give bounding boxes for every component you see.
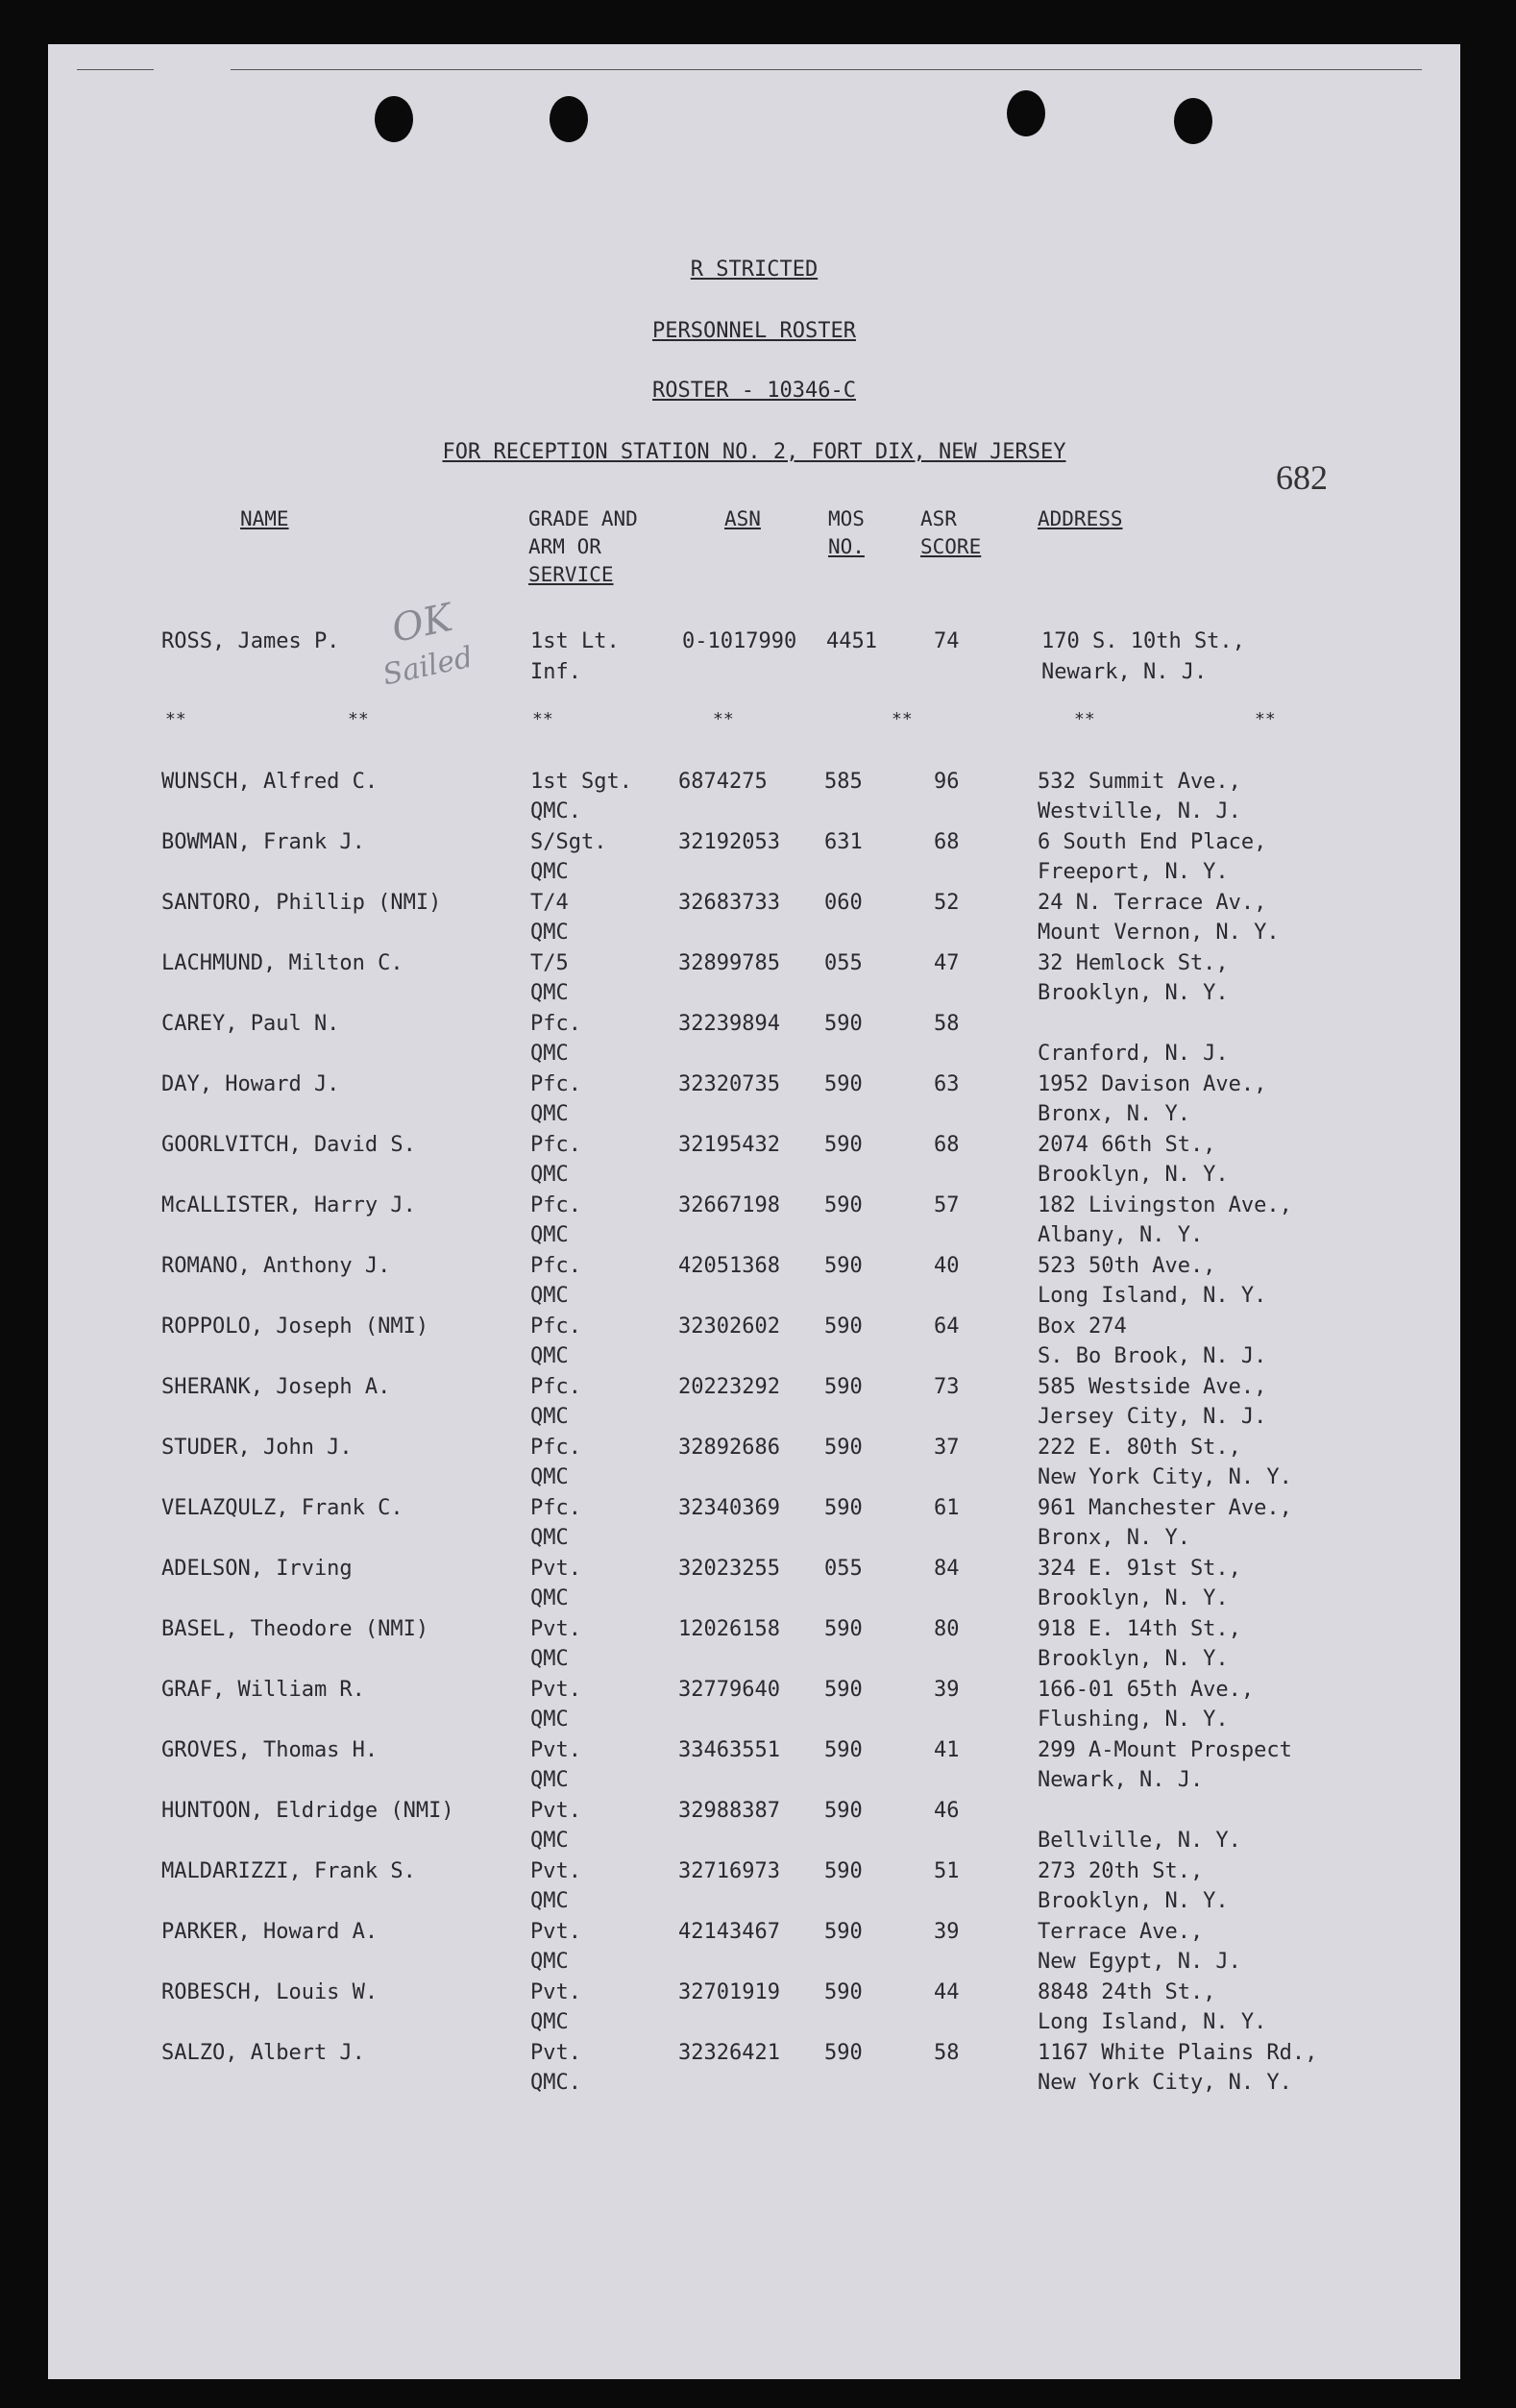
row-address-line1: 961 Manchester Ave., [1038,1496,1292,1520]
row-score: 44 [934,1980,960,2004]
row-mos: 590 [824,1678,863,1702]
row-service: QMC [530,1526,569,1550]
row-name: GOORLVITCH, David S. [161,1133,416,1157]
row-name: WUNSCH, Alfred C. [161,770,379,794]
row-service: QMC [530,1223,569,1247]
row-address-line2: New York City, N. Y. [1038,1465,1292,1489]
row-score: 58 [934,2041,960,2065]
separator-mark: ** [1074,709,1095,729]
row-service: QMC [530,1163,569,1187]
row-mos: 590 [824,1254,863,1278]
row-service: QMC [530,1829,569,1853]
row-grade: Pvt. [530,1980,581,2004]
row-name: SHERANK, Joseph A. [161,1375,391,1399]
separator-mark: ** [165,709,186,729]
row-address-line1: 8848 24th St., [1038,1980,1216,2004]
row-asn: 32302602 [678,1315,780,1339]
row-mos: 590 [824,1193,863,1217]
row-name: PARKER, Howard A. [161,1920,379,1944]
officer-score: 74 [934,629,960,653]
row-score: 84 [934,1557,960,1581]
row-grade: Pfc. [530,1012,581,1036]
column-header-address: ADDRESS [1038,507,1123,530]
row-grade: Pvt. [530,2041,581,2065]
separator-mark: ** [532,709,553,729]
roster-page [48,44,1460,2379]
row-grade: Pvt. [530,1799,581,1823]
row-address-line2: Bronx, N. Y. [1038,1526,1190,1550]
row-address-line1: 182 Livingston Ave., [1038,1193,1292,1217]
row-mos: 585 [824,770,863,794]
row-address-line1: 523 50th Ave., [1038,1254,1216,1278]
row-name: GROVES, Thomas H. [161,1738,379,1762]
row-address-line2: S. Bo Brook, N. J. [1038,1344,1267,1368]
punch-hole [375,96,413,142]
row-score: 96 [934,770,960,794]
row-score: 63 [934,1072,960,1096]
row-address-line1: 299 A-Mount Prospect [1038,1738,1292,1762]
row-name: SALZO, Albert J. [161,2041,365,2065]
row-service: QMC [530,1950,569,1974]
row-mos: 590 [824,1738,863,1762]
row-grade: Pfc. [530,1315,581,1339]
row-mos: 590 [824,1012,863,1036]
row-asn: 32892686 [678,1436,780,1460]
row-name: VELAZQULZ, Frank C. [161,1496,403,1520]
row-mos: 590 [824,1375,863,1399]
row-grade: S/Sgt. [530,830,607,854]
row-mos: 590 [824,1072,863,1096]
row-address-line1: 585 Westside Ave., [1038,1375,1267,1399]
row-mos: 060 [824,891,863,915]
row-grade: Pvt. [530,1617,581,1641]
row-asn: 32683733 [678,891,780,915]
row-service: QMC [530,1284,569,1308]
officer-address-line1: 170 S. 10th St., [1041,629,1245,653]
officer-address-line2: Newark, N. J. [1041,660,1208,684]
row-grade: T/4 [530,891,569,915]
row-address-line1: 1167 White Plains Rd., [1038,2041,1318,2065]
row-name: DAY, Howard J. [161,1072,340,1096]
row-address-line1: 273 20th St., [1038,1859,1204,1883]
row-service: QMC [530,1647,569,1671]
row-service: QMC [530,1465,569,1489]
row-score: 37 [934,1436,960,1460]
row-address-line2: Brooklyn, N. Y. [1038,1586,1229,1610]
officer-service: Inf. [530,660,581,684]
row-service: QMC [530,1768,569,1792]
row-mos: 590 [824,1859,863,1883]
row-mos: 590 [824,1133,863,1157]
row-asn: 32340369 [678,1496,780,1520]
row-score: 52 [934,891,960,915]
row-score: 80 [934,1617,960,1641]
row-address-line2: Westville, N. J. [1038,799,1241,823]
row-mos: 590 [824,1315,863,1339]
separator-mark: ** [348,709,369,729]
row-address-line2: New York City, N. Y. [1038,2071,1292,2095]
row-address-line2: Long Island, N. Y. [1038,2010,1267,2034]
top-rule [77,69,154,70]
row-asn: 32326421 [678,2041,780,2065]
row-asn: 42051368 [678,1254,780,1278]
row-address-line1: 6 South End Place, [1038,830,1267,854]
row-asn: 32716973 [678,1859,780,1883]
row-address-line2: Bronx, N. Y. [1038,1102,1190,1126]
row-service: QMC [530,1889,569,1913]
row-address-line1: 24 N. Terrace Av., [1038,891,1267,915]
row-grade: Pvt. [530,1738,581,1762]
row-address-line2: Bellville, N. Y. [1038,1829,1241,1853]
officer-asn: 0-1017990 [682,629,797,653]
row-grade: Pfc. [530,1436,581,1460]
row-score: 46 [934,1799,960,1823]
row-asn: 32192053 [678,830,780,854]
separator-mark: ** [1255,709,1276,729]
row-grade: 1st Sgt. [530,770,632,794]
row-score: 64 [934,1315,960,1339]
row-service: QMC [530,1344,569,1368]
row-address-line1: 166-01 65th Ave., [1038,1678,1255,1702]
row-grade: Pfc. [530,1254,581,1278]
row-address-line1: Box 274 [1038,1315,1127,1339]
row-mos: 590 [824,1496,863,1520]
row-score: 58 [934,1012,960,1036]
row-address-line1: 32 Hemlock St., [1038,951,1229,975]
row-asn: 12026158 [678,1617,780,1641]
column-header-grade: GRADE AND ARM OR SERVICE [528,507,638,586]
row-grade: Pfc. [530,1375,581,1399]
row-grade: Pfc. [530,1072,581,1096]
row-service: QMC [530,1708,569,1732]
column-header-mos: MOS NO. [828,507,865,558]
row-address-line2: Brooklyn, N. Y. [1038,981,1229,1005]
row-asn: 32195432 [678,1133,780,1157]
roster-number: ROSTER - 10346-C [652,379,856,403]
row-service: QMC [530,1405,569,1429]
row-asn: 32320735 [678,1072,780,1096]
row-asn: 32239894 [678,1012,780,1036]
row-score: 40 [934,1254,960,1278]
row-address-line2: Albany, N. Y. [1038,1223,1204,1247]
row-name: LACHMUND, Milton C. [161,951,403,975]
row-address-line2: Cranford, N. J. [1038,1042,1229,1066]
officer-grade: 1st Lt. [530,629,620,653]
row-score: 68 [934,830,960,854]
row-mos: 055 [824,951,863,975]
row-name: McALLISTER, Harry J. [161,1193,416,1217]
row-grade: T/5 [530,951,569,975]
row-address-line1: 222 E. 80th St., [1038,1436,1241,1460]
column-header-asn: ASN [724,507,761,530]
row-name: HUNTOON, Eldridge (NMI) [161,1799,454,1823]
row-name: SANTORO, Phillip (NMI) [161,891,442,915]
row-asn: 42143467 [678,1920,780,1944]
classification: R STRICTED [690,258,819,282]
separator-mark: ** [713,709,734,729]
row-score: 51 [934,1859,960,1883]
row-asn: 32701919 [678,1980,780,2004]
row-address-line2: Brooklyn, N. Y. [1038,1647,1229,1671]
row-name: BOWMAN, Frank J. [161,830,365,854]
row-name: ROMANO, Anthony J. [161,1254,391,1278]
row-asn: 32988387 [678,1799,780,1823]
row-address-line2: Brooklyn, N. Y. [1038,1889,1229,1913]
row-score: 39 [934,1678,960,1702]
row-service: QMC. [530,2071,581,2095]
row-address-line2: Mount Vernon, N. Y. [1038,921,1280,945]
column-header-asr: ASR SCORE [920,507,982,558]
row-score: 68 [934,1133,960,1157]
row-score: 61 [934,1496,960,1520]
officer-name: ROSS, James P. [161,629,340,653]
row-score: 47 [934,951,960,975]
row-grade: Pvt. [530,1557,581,1581]
row-service: QMC [530,860,569,884]
row-service: QMC [530,1586,569,1610]
separator-mark: ** [892,709,913,729]
row-address-line2: Freeport, N. Y. [1038,860,1229,884]
punch-hole [1174,98,1212,144]
row-score: 41 [934,1738,960,1762]
row-name: CAREY, Paul N. [161,1012,340,1036]
page-number: 682 [1276,458,1328,497]
row-address-line2: New Egypt, N. J. [1038,1950,1241,1974]
row-grade: Pvt. [530,1920,581,1944]
row-service: QMC. [530,799,581,823]
document-heading: PERSONNEL ROSTER [652,319,856,343]
row-asn: 32899785 [678,951,780,975]
row-address-line1: 2074 66th St., [1038,1133,1216,1157]
row-mos: 590 [824,1617,863,1641]
station-line: FOR RECEPTION STATION NO. 2, FORT DIX, NEW JERSEY [442,440,1066,464]
row-mos: 590 [824,1980,863,2004]
row-name: MALDARIZZI, Frank S. [161,1859,416,1883]
row-asn: 20223292 [678,1375,780,1399]
row-score: 73 [934,1375,960,1399]
row-name: ROPPOLO, Joseph (NMI) [161,1315,429,1339]
row-mos: 590 [824,1920,863,1944]
row-address-line2: Brooklyn, N. Y. [1038,1163,1229,1187]
handwritten-ok: OK [387,595,456,652]
row-asn: 32023255 [678,1557,780,1581]
row-score: 57 [934,1193,960,1217]
punch-hole [1007,90,1045,136]
row-mos: 590 [824,1436,863,1460]
row-grade: Pfc. [530,1496,581,1520]
row-service: QMC [530,2010,569,2034]
row-name: STUDER, John J. [161,1436,353,1460]
column-header-name: NAME [240,507,289,530]
row-name: BASEL, Theodore (NMI) [161,1617,429,1641]
row-service: QMC [530,921,569,945]
row-address-line2: Newark, N. J. [1038,1768,1204,1792]
row-address-line1: Terrace Ave., [1038,1920,1204,1944]
row-asn: 33463551 [678,1738,780,1762]
row-mos: 590 [824,2041,863,2065]
punch-hole [550,96,588,142]
row-mos: 590 [824,1799,863,1823]
row-name: ADELSON, Irving [161,1557,353,1581]
row-grade: Pfc. [530,1193,581,1217]
row-address-line1: 918 E. 14th St., [1038,1617,1241,1641]
row-grade: Pvt. [530,1859,581,1883]
row-address-line2: Long Island, N. Y. [1038,1284,1267,1308]
row-service: QMC [530,981,569,1005]
row-address-line1: 324 E. 91st St., [1038,1557,1241,1581]
row-address-line2: Jersey City, N. J. [1038,1405,1267,1429]
row-mos: 631 [824,830,863,854]
officer-mos: 4451 [826,629,877,653]
row-asn: 32779640 [678,1678,780,1702]
row-address-line1: 532 Summit Ave., [1038,770,1241,794]
row-service: QMC [530,1102,569,1126]
row-address-line1: 1952 Davison Ave., [1038,1072,1267,1096]
row-name: ROBESCH, Louis W. [161,1980,379,2004]
top-rule [231,69,1422,70]
row-grade: Pfc. [530,1133,581,1157]
row-name: GRAF, William R. [161,1678,365,1702]
row-asn: 6874275 [678,770,768,794]
row-address-line2: Flushing, N. Y. [1038,1708,1229,1732]
row-asn: 32667198 [678,1193,780,1217]
handwritten-sailed: Sailed [379,640,477,693]
row-service: QMC [530,1042,569,1066]
row-mos: 055 [824,1557,863,1581]
row-score: 39 [934,1920,960,1944]
row-grade: Pvt. [530,1678,581,1702]
